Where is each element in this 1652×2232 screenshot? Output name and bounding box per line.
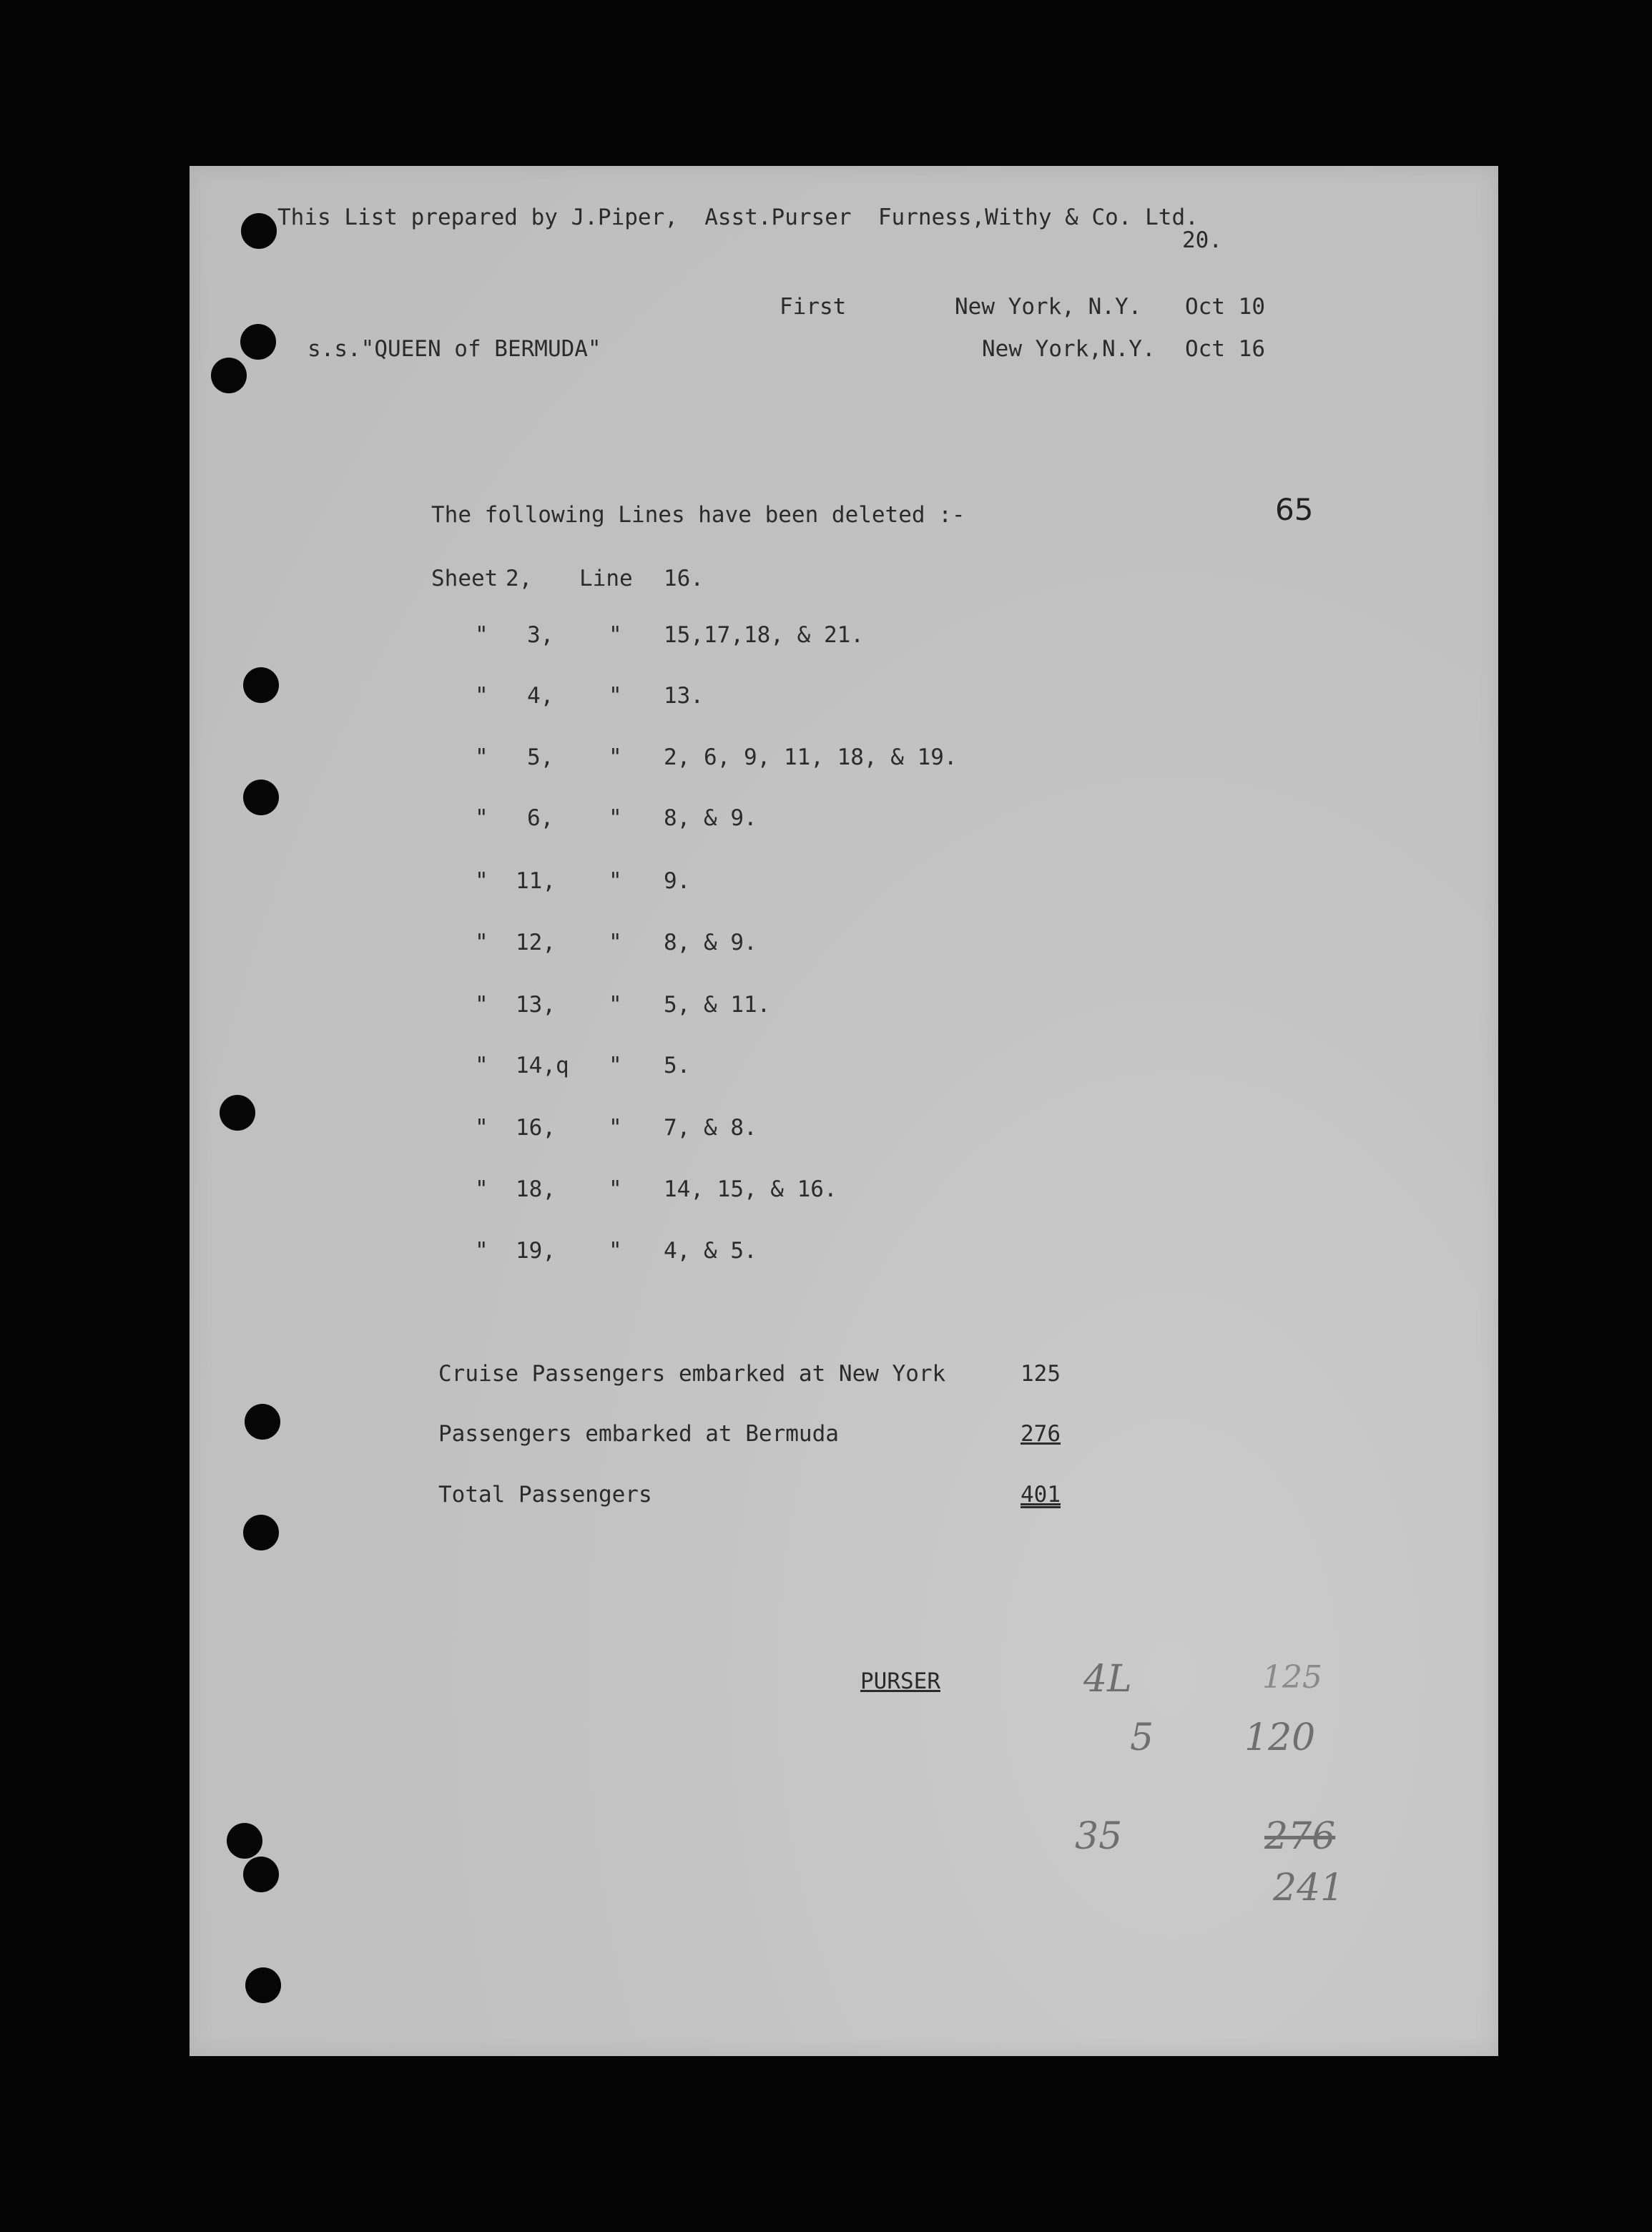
total-label: Total Passengers [438,1482,652,1508]
ditto-mark: " [475,1176,488,1202]
line-label: " [609,1176,622,1202]
prepared-by-line: This List prepared by J.Piper, Asst.Purser Furness,Withy & Co. Ltd. [277,205,1199,230]
sheet-number: 2, [506,566,533,591]
arrival-date: Oct 16 [1185,336,1265,362]
class-label: First [780,294,847,320]
deleted-line-numbers: 4, & 5. [664,1238,757,1264]
ditto-mark: " [475,868,488,894]
line-label: " [609,930,622,955]
ditto-mark: " [475,805,488,831]
punch-hole [243,1515,279,1550]
handwritten-note: 35 [1075,1815,1123,1858]
handwritten-note: 5 [1130,1716,1154,1759]
ditto-mark: " [475,683,488,709]
punch-hole [241,213,277,249]
ditto-mark: " [475,1238,488,1264]
punch-hole [243,667,279,703]
sheet-number: 4, [527,683,554,709]
ditto-mark: Sheet [431,566,498,591]
punch-hole [220,1095,255,1131]
punch-hole [245,1404,280,1440]
punch-hole [243,1857,279,1892]
punch-hole [243,780,279,815]
line-label: " [609,1053,622,1078]
purser-signature-label: PURSER [860,1668,940,1694]
line-label: " [609,1238,622,1264]
punch-hole [211,358,247,393]
sheet-number: 3, [527,622,554,648]
punch-hole [227,1823,262,1859]
handwritten-note: 276 [1264,1815,1336,1858]
line-label: " [609,868,622,894]
line-label: " [609,805,622,831]
page-ref-number: 20. [1182,227,1222,253]
ditto-mark: " [475,622,488,648]
total-label: Passengers embarked at Bermuda [438,1421,839,1447]
deleted-lines-title: The following Lines have been deleted :- [431,502,965,528]
departure-date: Oct 10 [1185,294,1265,320]
punch-hole [245,1967,281,2003]
sheet-number: 13, [516,992,556,1018]
punch-hole [240,324,276,360]
sheet-number: 11, [516,868,556,894]
sheet-number: 6, [527,805,554,831]
departure-port: New York, N.Y. [955,294,1142,320]
sheet-number: 5, [527,744,554,770]
deleted-line-numbers: 5, & 11. [664,992,771,1018]
arrival-port: New York,N.Y. [982,336,1156,362]
ditto-mark: " [475,992,488,1018]
line-label: " [609,992,622,1018]
deleted-line-numbers: 2, 6, 9, 11, 18, & 19. [664,744,958,770]
total-value: 125 [1021,1361,1061,1387]
deleted-line-numbers: 15,17,18, & 21. [664,622,864,648]
total-label: Cruise Passengers embarked at New York [438,1361,946,1387]
ship-name: s.s."QUEEN of BERMUDA" [308,336,601,362]
line-label: " [609,744,622,770]
deleted-line-numbers: 5. [664,1053,691,1078]
handwritten-note: 4L [1083,1658,1132,1701]
line-label: " [609,1115,622,1141]
page-number: 65 [1275,492,1314,527]
deleted-line-numbers: 16. [664,566,704,591]
deleted-line-numbers: 9. [664,868,691,894]
deleted-line-numbers: 8, & 9. [664,805,757,831]
line-label: Line [579,566,633,591]
line-label: " [609,622,622,648]
ditto-mark: " [475,930,488,955]
ditto-mark: " [475,1115,488,1141]
deleted-line-numbers: 13. [664,683,704,709]
handwritten-note: 241 [1273,1867,1344,1909]
sheet-number: 12, [516,930,556,955]
ditto-mark: " [475,1053,488,1078]
handwritten-note: 125 [1262,1659,1322,1696]
line-label: " [609,683,622,709]
deleted-line-numbers: 8, & 9. [664,930,757,955]
deleted-line-numbers: 7, & 8. [664,1115,757,1141]
handwritten-note: 120 [1244,1716,1316,1759]
sheet-number: 18, [516,1176,556,1202]
total-value: 276 [1021,1421,1061,1447]
document-page [190,166,1498,2056]
total-value: 401 [1021,1482,1061,1508]
sheet-number: 19, [516,1238,556,1264]
sheet-number: 16, [516,1115,556,1141]
ditto-mark: " [475,744,488,770]
deleted-line-numbers: 14, 15, & 16. [664,1176,837,1202]
sheet-number: 14,q [516,1053,569,1078]
